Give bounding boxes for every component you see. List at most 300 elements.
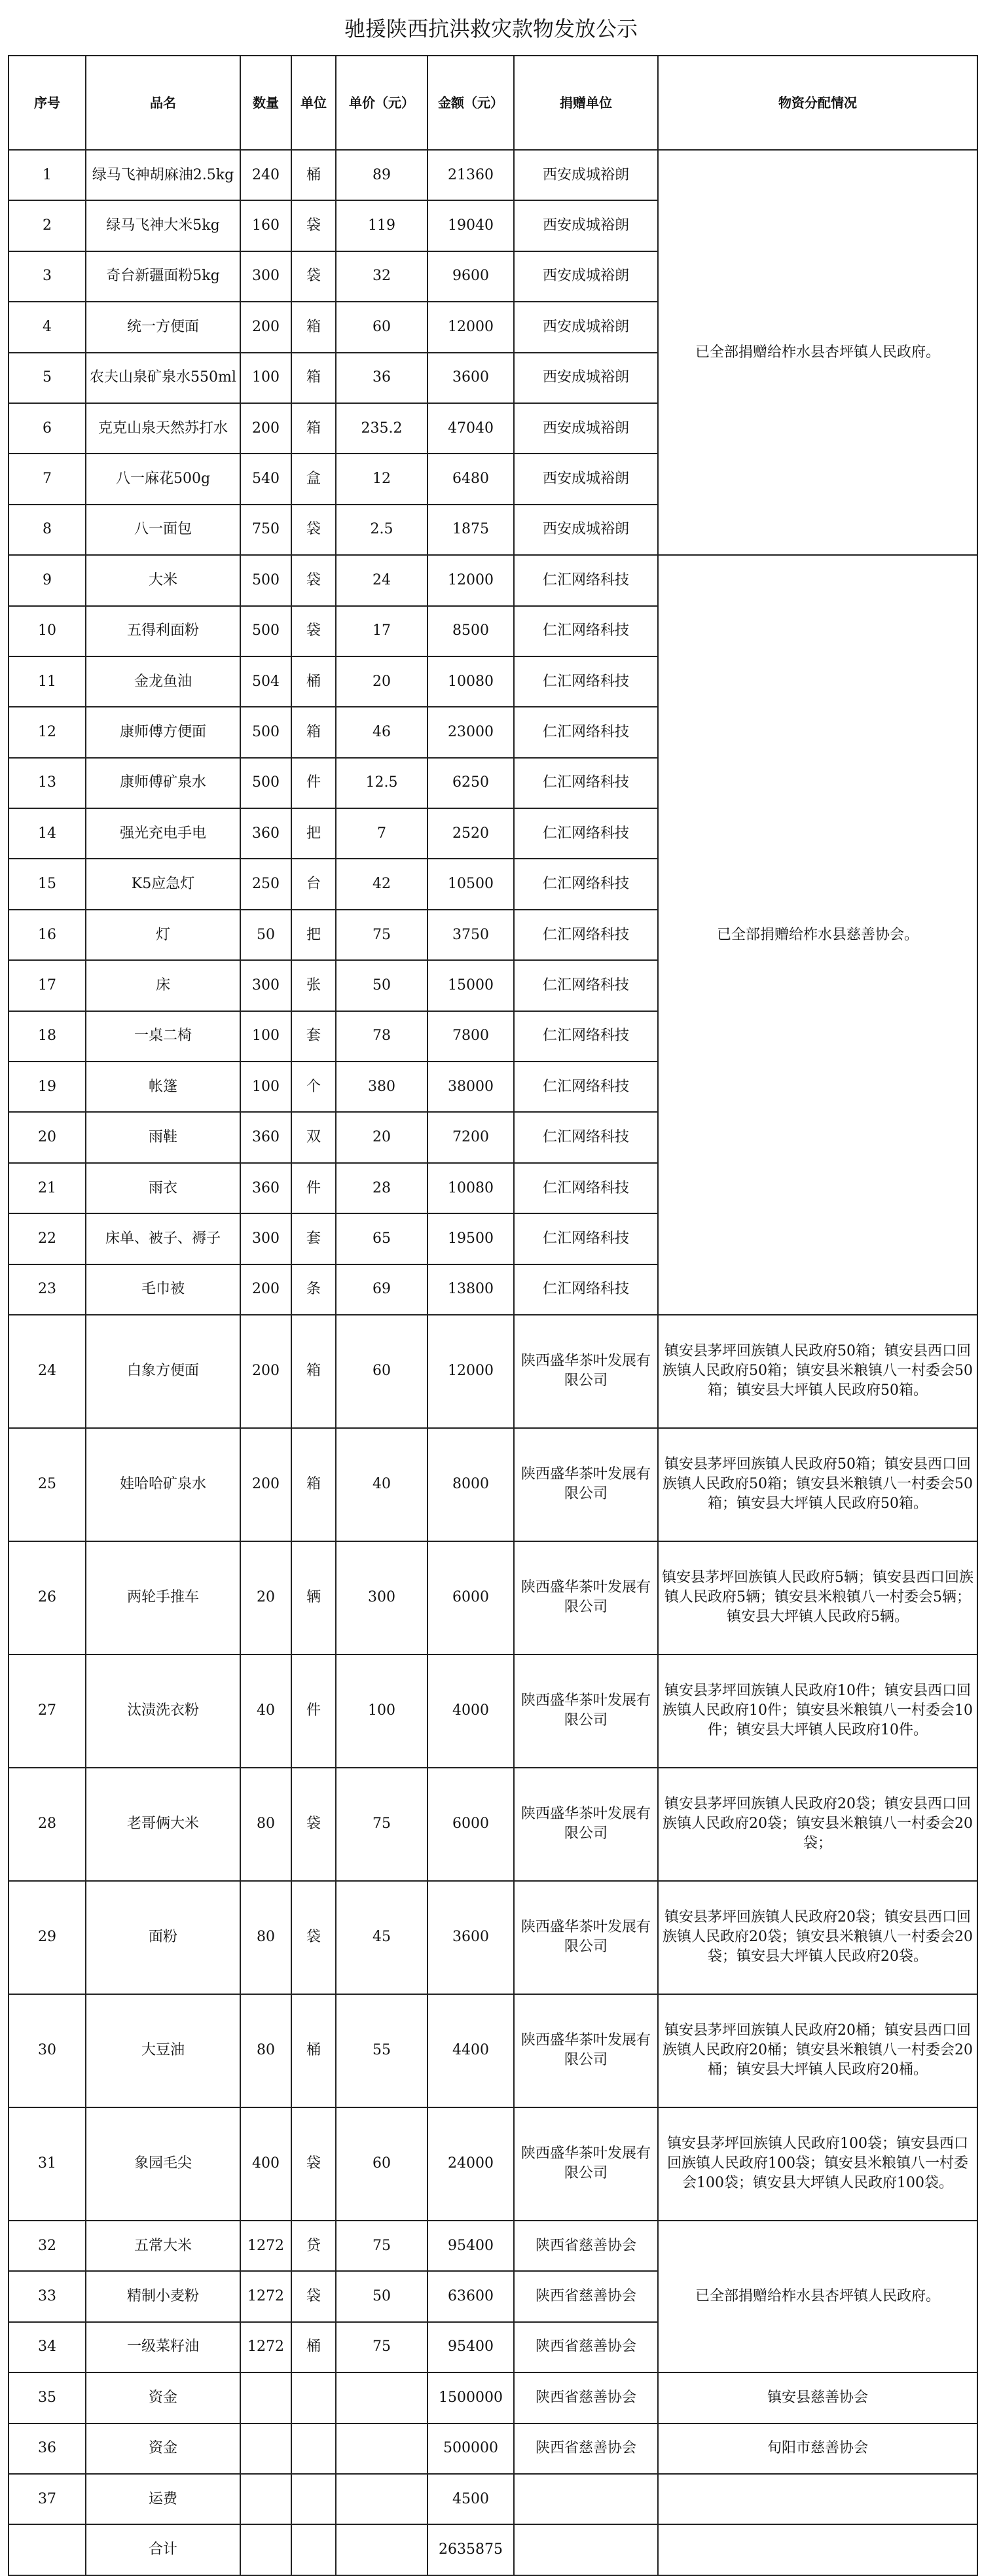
- unit-cell: [291, 2372, 336, 2423]
- item-name-cell: 农夫山泉矿泉水550ml: [86, 353, 240, 403]
- row-number-cell: 1: [9, 150, 86, 200]
- distribution-cell: 镇安县茅坪回族镇人民政府50箱；镇安县西口回族镇人民政府50箱；镇安县米粮镇八一村委会50箱；镇安县大坪镇人民政府50箱。: [658, 1315, 977, 1428]
- quantity-cell: 504: [240, 656, 291, 707]
- quantity-cell: [240, 2424, 291, 2474]
- unit-price-cell: 50: [336, 960, 427, 1011]
- item-name-cell: 资金: [86, 2424, 240, 2474]
- item-name-cell: 灯: [86, 910, 240, 960]
- quantity-cell: 40: [240, 1655, 291, 1768]
- quantity-cell: 400: [240, 2107, 291, 2221]
- row-number-cell: 8: [9, 505, 86, 555]
- total-blank-cell: [336, 2524, 427, 2575]
- unit-cell: 袋: [291, 505, 336, 555]
- unit-price-cell: 60: [336, 2107, 427, 2221]
- unit-cell: 袋: [291, 1768, 336, 1881]
- amount-cell: 19040: [427, 200, 514, 251]
- item-name-cell: 毛巾被: [86, 1264, 240, 1315]
- amount-cell: 38000: [427, 1062, 514, 1112]
- row-number-cell: 10: [9, 606, 86, 656]
- table-row: [9, 1541, 977, 1655]
- page-title: 驰援陕西抗洪救灾款物发放公示: [344, 16, 638, 41]
- amount-cell: 1875: [427, 505, 514, 555]
- quantity-cell: 200: [240, 302, 291, 352]
- table-row: [9, 150, 977, 200]
- item-name-cell: 五得利面粉: [86, 606, 240, 656]
- unit-cell: 箱: [291, 1315, 336, 1428]
- unit-cell: 件: [291, 1163, 336, 1213]
- unit-price-cell: 7: [336, 808, 427, 859]
- distribution-cell: 已全部捐赠给柞水县慈善协会。: [658, 555, 977, 1315]
- unit-price-cell: 2.5: [336, 505, 427, 555]
- header-cell: 序号: [9, 56, 86, 150]
- donor-cell: 仁汇网络科技: [514, 656, 658, 707]
- row-number-cell: 14: [9, 808, 86, 859]
- total-blank-cell: [291, 2524, 336, 2575]
- donor-cell: 仁汇网络科技: [514, 1264, 658, 1315]
- donor-cell: 陕西盛华茶叶发展有限公司: [514, 1655, 658, 1768]
- unit-cell: 箱: [291, 353, 336, 403]
- total-label-cell: 合计: [86, 2524, 240, 2575]
- quantity-cell: 540: [240, 454, 291, 504]
- item-name-cell: 八一麻花500g: [86, 454, 240, 504]
- unit-price-cell: 45: [336, 1881, 427, 1994]
- row-number-cell: 15: [9, 859, 86, 909]
- item-name-cell: 绿马飞神胡麻油2.5kg: [86, 150, 240, 200]
- distribution-cell: 镇安县茅坪回族镇人民政府20袋；镇安县西口回族镇人民政府20袋；镇安县米粮镇八一村委会20袋；: [658, 1768, 977, 1881]
- header-cell: 捐赠单位: [514, 56, 658, 150]
- unit-price-cell: [336, 2474, 427, 2524]
- quantity-cell: 200: [240, 1315, 291, 1428]
- unit-price-cell: 75: [336, 2322, 427, 2372]
- donor-cell: 仁汇网络科技: [514, 1213, 658, 1264]
- item-name-cell: 康师傅方便面: [86, 707, 240, 757]
- header-cell: 单价（元）: [336, 56, 427, 150]
- quantity-cell: 300: [240, 251, 291, 302]
- item-name-cell: 象园毛尖: [86, 2107, 240, 2221]
- unit-cell: 桶: [291, 2322, 336, 2372]
- quantity-cell: 100: [240, 1062, 291, 1112]
- total-blank-cell: [9, 2524, 86, 2575]
- unit-price-cell: 300: [336, 1541, 427, 1655]
- row-number-cell: 29: [9, 1881, 86, 1994]
- quantity-cell: 160: [240, 200, 291, 251]
- donor-cell: 陕西盛华茶叶发展有限公司: [514, 2107, 658, 2221]
- quantity-cell: 100: [240, 1011, 291, 1062]
- item-name-cell: 汰渍洗衣粉: [86, 1655, 240, 1768]
- row-number-cell: 31: [9, 2107, 86, 2221]
- donor-cell: 西安成城裕朗: [514, 302, 658, 352]
- quantity-cell: 50: [240, 910, 291, 960]
- amount-cell: 6000: [427, 1541, 514, 1655]
- quantity-cell: 20: [240, 1541, 291, 1655]
- unit-cell: 箱: [291, 1428, 336, 1541]
- amount-cell: 95400: [427, 2322, 514, 2372]
- unit-cell: 箱: [291, 403, 336, 454]
- amount-cell: 8000: [427, 1428, 514, 1541]
- unit-price-cell: 46: [336, 707, 427, 757]
- distribution-cell: [658, 2474, 977, 2524]
- donor-cell: 陕西省慈善协会: [514, 2424, 658, 2474]
- distribution-cell: 镇安县茅坪回族镇人民政府20袋；镇安县西口回族镇人民政府20袋；镇安县米粮镇八一村委会20袋；镇安县大坪镇人民政府20袋。: [658, 1881, 977, 1994]
- donor-cell: 仁汇网络科技: [514, 555, 658, 605]
- amount-cell: 10080: [427, 1163, 514, 1213]
- unit-cell: 把: [291, 808, 336, 859]
- item-name-cell: 面粉: [86, 1881, 240, 1994]
- distribution-cell: 旬阳市慈善协会: [658, 2424, 977, 2474]
- row-number-cell: 32: [9, 2221, 86, 2271]
- header-cell: 数量: [240, 56, 291, 150]
- donor-cell: 陕西省慈善协会: [514, 2221, 658, 2271]
- row-number-cell: 18: [9, 1011, 86, 1062]
- row-number-cell: 19: [9, 1062, 86, 1112]
- quantity-cell: 80: [240, 1768, 291, 1881]
- distribution-cell: 已全部捐赠给柞水县杏坪镇人民政府。: [658, 150, 977, 555]
- distribution-cell: 镇安县慈善协会: [658, 2372, 977, 2423]
- amount-cell: 4000: [427, 1655, 514, 1768]
- unit-price-cell: 69: [336, 1264, 427, 1315]
- donor-cell: 西安成城裕朗: [514, 150, 658, 200]
- unit-price-cell: 17: [336, 606, 427, 656]
- unit-price-cell: 119: [336, 200, 427, 251]
- distribution-cell: 镇安县茅坪回族镇人民政府20桶；镇安县西口回族镇人民政府20桶；镇安县米粮镇八一村委会20桶；镇安县大坪镇人民政府20桶。: [658, 1994, 977, 2107]
- amount-cell: 23000: [427, 707, 514, 757]
- item-name-cell: 娃哈哈矿泉水: [86, 1428, 240, 1541]
- unit-price-cell: 20: [336, 1112, 427, 1162]
- amount-cell: 6250: [427, 758, 514, 808]
- header-cell: 品名: [86, 56, 240, 150]
- item-name-cell: 绿马飞神大米5kg: [86, 200, 240, 251]
- unit-cell: 台: [291, 859, 336, 909]
- unit-price-cell: 380: [336, 1062, 427, 1112]
- distribution-cell: 已全部捐赠给柞水县杏坪镇人民政府。: [658, 2221, 977, 2372]
- item-name-cell: 精制小麦粉: [86, 2271, 240, 2321]
- donor-cell: 陕西盛华茶叶发展有限公司: [514, 1428, 658, 1541]
- unit-price-cell: 75: [336, 2221, 427, 2271]
- donation-table: [8, 55, 978, 2576]
- quantity-cell: 80: [240, 1881, 291, 1994]
- unit-cell: 张: [291, 960, 336, 1011]
- item-name-cell: 大豆油: [86, 1994, 240, 2107]
- quantity-cell: 500: [240, 606, 291, 656]
- donor-cell: 陕西盛华茶叶发展有限公司: [514, 1881, 658, 1994]
- row-number-cell: 21: [9, 1163, 86, 1213]
- donor-cell: 西安成城裕朗: [514, 353, 658, 403]
- amount-cell: 13800: [427, 1264, 514, 1315]
- row-number-cell: 33: [9, 2271, 86, 2321]
- donor-cell: 仁汇网络科技: [514, 910, 658, 960]
- table-row: [9, 2424, 977, 2474]
- row-number-cell: 36: [9, 2424, 86, 2474]
- amount-cell: 4500: [427, 2474, 514, 2524]
- item-name-cell: 一级菜籽油: [86, 2322, 240, 2372]
- donor-cell: 西安成城裕朗: [514, 251, 658, 302]
- item-name-cell: 老哥俩大米: [86, 1768, 240, 1881]
- unit-cell: 盒: [291, 454, 336, 504]
- row-number-cell: 13: [9, 758, 86, 808]
- item-name-cell: 八一面包: [86, 505, 240, 555]
- unit-cell: 袋: [291, 2271, 336, 2321]
- header-cell: 物资分配情况: [658, 56, 977, 150]
- quantity-cell: 500: [240, 555, 291, 605]
- unit-price-cell: 78: [336, 1011, 427, 1062]
- quantity-cell: 1272: [240, 2322, 291, 2372]
- unit-cell: 桶: [291, 1994, 336, 2107]
- total-blank-cell: [240, 2524, 291, 2575]
- quantity-cell: 360: [240, 1163, 291, 1213]
- table-row: [9, 555, 977, 605]
- unit-price-cell: [336, 2372, 427, 2423]
- table-header-row: [9, 56, 977, 150]
- item-name-cell: 统一方便面: [86, 302, 240, 352]
- table-row: [9, 2107, 977, 2221]
- quantity-cell: [240, 2474, 291, 2524]
- donor-cell: 陕西省慈善协会: [514, 2372, 658, 2423]
- unit-cell: 双: [291, 1112, 336, 1162]
- donor-cell: [514, 2474, 658, 2524]
- item-name-cell: 金龙鱼油: [86, 656, 240, 707]
- donor-cell: 陕西省慈善协会: [514, 2322, 658, 2372]
- amount-cell: 8500: [427, 606, 514, 656]
- unit-price-cell: 75: [336, 1768, 427, 1881]
- amount-cell: 24000: [427, 2107, 514, 2221]
- unit-cell: 件: [291, 758, 336, 808]
- table-row: [9, 2372, 977, 2423]
- quantity-cell: 360: [240, 1112, 291, 1162]
- amount-cell: 6000: [427, 1768, 514, 1881]
- amount-cell: 95400: [427, 2221, 514, 2271]
- item-name-cell: 强光充电手电: [86, 808, 240, 859]
- item-name-cell: 床单、被子、褥子: [86, 1213, 240, 1264]
- donor-cell: 仁汇网络科技: [514, 1112, 658, 1162]
- amount-cell: 3750: [427, 910, 514, 960]
- donor-cell: 仁汇网络科技: [514, 758, 658, 808]
- unit-price-cell: 89: [336, 150, 427, 200]
- item-name-cell: 两轮手推车: [86, 1541, 240, 1655]
- item-name-cell: 运费: [86, 2474, 240, 2524]
- row-number-cell: 4: [9, 302, 86, 352]
- total-amount-cell: 2635875: [427, 2524, 514, 2575]
- donor-cell: 西安成城裕朗: [514, 200, 658, 251]
- quantity-cell: 1272: [240, 2271, 291, 2321]
- item-name-cell: 雨衣: [86, 1163, 240, 1213]
- amount-cell: 4400: [427, 1994, 514, 2107]
- row-number-cell: 12: [9, 707, 86, 757]
- amount-cell: 7800: [427, 1011, 514, 1062]
- unit-price-cell: 60: [336, 302, 427, 352]
- item-name-cell: K5应急灯: [86, 859, 240, 909]
- unit-price-cell: [336, 2424, 427, 2474]
- total-row: [9, 2524, 977, 2575]
- row-number-cell: 7: [9, 454, 86, 504]
- row-number-cell: 28: [9, 1768, 86, 1881]
- unit-cell: [291, 2474, 336, 2524]
- amount-cell: 12000: [427, 555, 514, 605]
- table-row: [9, 1428, 977, 1541]
- unit-cell: 箱: [291, 707, 336, 757]
- table-row: [9, 1994, 977, 2107]
- row-number-cell: 24: [9, 1315, 86, 1428]
- amount-cell: 12000: [427, 302, 514, 352]
- unit-cell: 辆: [291, 1541, 336, 1655]
- item-name-cell: 大米: [86, 555, 240, 605]
- amount-cell: 3600: [427, 1881, 514, 1994]
- unit-price-cell: 65: [336, 1213, 427, 1264]
- amount-cell: 12000: [427, 1315, 514, 1428]
- amount-cell: 63600: [427, 2271, 514, 2321]
- donor-cell: 仁汇网络科技: [514, 1011, 658, 1062]
- item-name-cell: 帐篷: [86, 1062, 240, 1112]
- quantity-cell: 500: [240, 758, 291, 808]
- amount-cell: 6480: [427, 454, 514, 504]
- donor-cell: 西安成城裕朗: [514, 403, 658, 454]
- unit-cell: 把: [291, 910, 336, 960]
- donor-cell: 仁汇网络科技: [514, 808, 658, 859]
- amount-cell: 10080: [427, 656, 514, 707]
- row-number-cell: 9: [9, 555, 86, 605]
- donor-cell: 仁汇网络科技: [514, 606, 658, 656]
- donor-cell: 陕西盛华茶叶发展有限公司: [514, 1541, 658, 1655]
- unit-price-cell: 100: [336, 1655, 427, 1768]
- row-number-cell: 35: [9, 2372, 86, 2423]
- quantity-cell: [240, 2372, 291, 2423]
- amount-cell: 19500: [427, 1213, 514, 1264]
- row-number-cell: 5: [9, 353, 86, 403]
- unit-price-cell: 20: [336, 656, 427, 707]
- unit-cell: 条: [291, 1264, 336, 1315]
- header-cell: 单位: [291, 56, 336, 150]
- unit-price-cell: 28: [336, 1163, 427, 1213]
- unit-price-cell: 32: [336, 251, 427, 302]
- donor-cell: 陕西盛华茶叶发展有限公司: [514, 1994, 658, 2107]
- row-number-cell: 26: [9, 1541, 86, 1655]
- quantity-cell: 1272: [240, 2221, 291, 2271]
- quantity-cell: 250: [240, 859, 291, 909]
- table-row: [9, 2221, 977, 2271]
- amount-cell: 3600: [427, 353, 514, 403]
- amount-cell: 500000: [427, 2424, 514, 2474]
- donor-cell: 陕西盛华茶叶发展有限公司: [514, 1315, 658, 1428]
- quantity-cell: 200: [240, 1428, 291, 1541]
- row-number-cell: 17: [9, 960, 86, 1011]
- unit-cell: 桶: [291, 150, 336, 200]
- quantity-cell: 360: [240, 808, 291, 859]
- table-row: [9, 2474, 977, 2524]
- unit-cell: 套: [291, 1213, 336, 1264]
- unit-cell: 套: [291, 1011, 336, 1062]
- donor-cell: 仁汇网络科技: [514, 960, 658, 1011]
- quantity-cell: 240: [240, 150, 291, 200]
- row-number-cell: 30: [9, 1994, 86, 2107]
- unit-price-cell: 42: [336, 859, 427, 909]
- donor-cell: 仁汇网络科技: [514, 1062, 658, 1112]
- quantity-cell: 100: [240, 353, 291, 403]
- unit-cell: 袋: [291, 2107, 336, 2221]
- unit-price-cell: 12: [336, 454, 427, 504]
- amount-cell: 9600: [427, 251, 514, 302]
- unit-price-cell: 75: [336, 910, 427, 960]
- unit-cell: 箱: [291, 302, 336, 352]
- amount-cell: 15000: [427, 960, 514, 1011]
- table-row: [9, 1881, 977, 1994]
- quantity-cell: 200: [240, 403, 291, 454]
- quantity-cell: 300: [240, 1213, 291, 1264]
- unit-price-cell: 60: [336, 1315, 427, 1428]
- unit-cell: 贷: [291, 2221, 336, 2271]
- row-number-cell: 23: [9, 1264, 86, 1315]
- row-number-cell: 37: [9, 2474, 86, 2524]
- unit-cell: 袋: [291, 1881, 336, 1994]
- unit-price-cell: 24: [336, 555, 427, 605]
- row-number-cell: 6: [9, 403, 86, 454]
- item-name-cell: 五常大米: [86, 2221, 240, 2271]
- table-row: [9, 1315, 977, 1428]
- unit-price-cell: 12.5: [336, 758, 427, 808]
- quantity-cell: 500: [240, 707, 291, 757]
- donor-cell: 陕西盛华茶叶发展有限公司: [514, 1768, 658, 1881]
- unit-cell: [291, 2424, 336, 2474]
- item-name-cell: 康师傅矿泉水: [86, 758, 240, 808]
- donor-cell: 西安成城裕朗: [514, 505, 658, 555]
- quantity-cell: 300: [240, 960, 291, 1011]
- table-row: [9, 1768, 977, 1881]
- donor-cell: 西安成城裕朗: [514, 454, 658, 504]
- row-number-cell: 2: [9, 200, 86, 251]
- unit-cell: 袋: [291, 606, 336, 656]
- unit-cell: 个: [291, 1062, 336, 1112]
- distribution-cell: 镇安县茅坪回族镇人民政府50箱；镇安县西口回族镇人民政府50箱；镇安县米粮镇八一村委会50箱；镇安县大坪镇人民政府50箱。: [658, 1428, 977, 1541]
- amount-cell: 2520: [427, 808, 514, 859]
- amount-cell: 10500: [427, 859, 514, 909]
- unit-price-cell: 235.2: [336, 403, 427, 454]
- unit-cell: 袋: [291, 555, 336, 605]
- total-blank-cell: [514, 2524, 658, 2575]
- unit-price-cell: 50: [336, 2271, 427, 2321]
- unit-cell: 袋: [291, 200, 336, 251]
- distribution-cell: 镇安县茅坪回族镇人民政府5辆；镇安县西口回族镇人民政府5辆；镇安县米粮镇八一村委会5辆；镇安县大坪镇人民政府5辆。: [658, 1541, 977, 1655]
- row-number-cell: 34: [9, 2322, 86, 2372]
- item-name-cell: 床: [86, 960, 240, 1011]
- amount-cell: 47040: [427, 403, 514, 454]
- row-number-cell: 16: [9, 910, 86, 960]
- item-name-cell: 奇台新疆面粉5kg: [86, 251, 240, 302]
- unit-price-cell: 40: [336, 1428, 427, 1541]
- table-row: [9, 1655, 977, 1768]
- amount-cell: 1500000: [427, 2372, 514, 2423]
- row-number-cell: 3: [9, 251, 86, 302]
- donor-cell: 仁汇网络科技: [514, 859, 658, 909]
- amount-cell: 7200: [427, 1112, 514, 1162]
- quantity-cell: 200: [240, 1264, 291, 1315]
- row-number-cell: 27: [9, 1655, 86, 1768]
- unit-cell: 袋: [291, 251, 336, 302]
- row-number-cell: 25: [9, 1428, 86, 1541]
- row-number-cell: 11: [9, 656, 86, 707]
- donor-cell: 仁汇网络科技: [514, 1163, 658, 1213]
- row-number-cell: 20: [9, 1112, 86, 1162]
- header-cell: 金额（元）: [427, 56, 514, 150]
- distribution-cell: 镇安县茅坪回族镇人民政府10件；镇安县西口回族镇人民政府10件；镇安县米粮镇八一村委会10件；镇安县大坪镇人民政府10件。: [658, 1655, 977, 1768]
- item-name-cell: 克克山泉天然苏打水: [86, 403, 240, 454]
- total-blank-cell: [658, 2524, 977, 2575]
- unit-cell: 桶: [291, 656, 336, 707]
- distribution-cell: 镇安县茅坪回族镇人民政府100袋；镇安县西口回族镇人民政府100袋；镇安县米粮镇八一村委会100袋；镇安县大坪镇人民政府100袋。: [658, 2107, 977, 2221]
- quantity-cell: 750: [240, 505, 291, 555]
- item-name-cell: 一桌二椅: [86, 1011, 240, 1062]
- item-name-cell: 白象方便面: [86, 1315, 240, 1428]
- row-number-cell: 22: [9, 1213, 86, 1264]
- donor-cell: 仁汇网络科技: [514, 707, 658, 757]
- quantity-cell: 80: [240, 1994, 291, 2107]
